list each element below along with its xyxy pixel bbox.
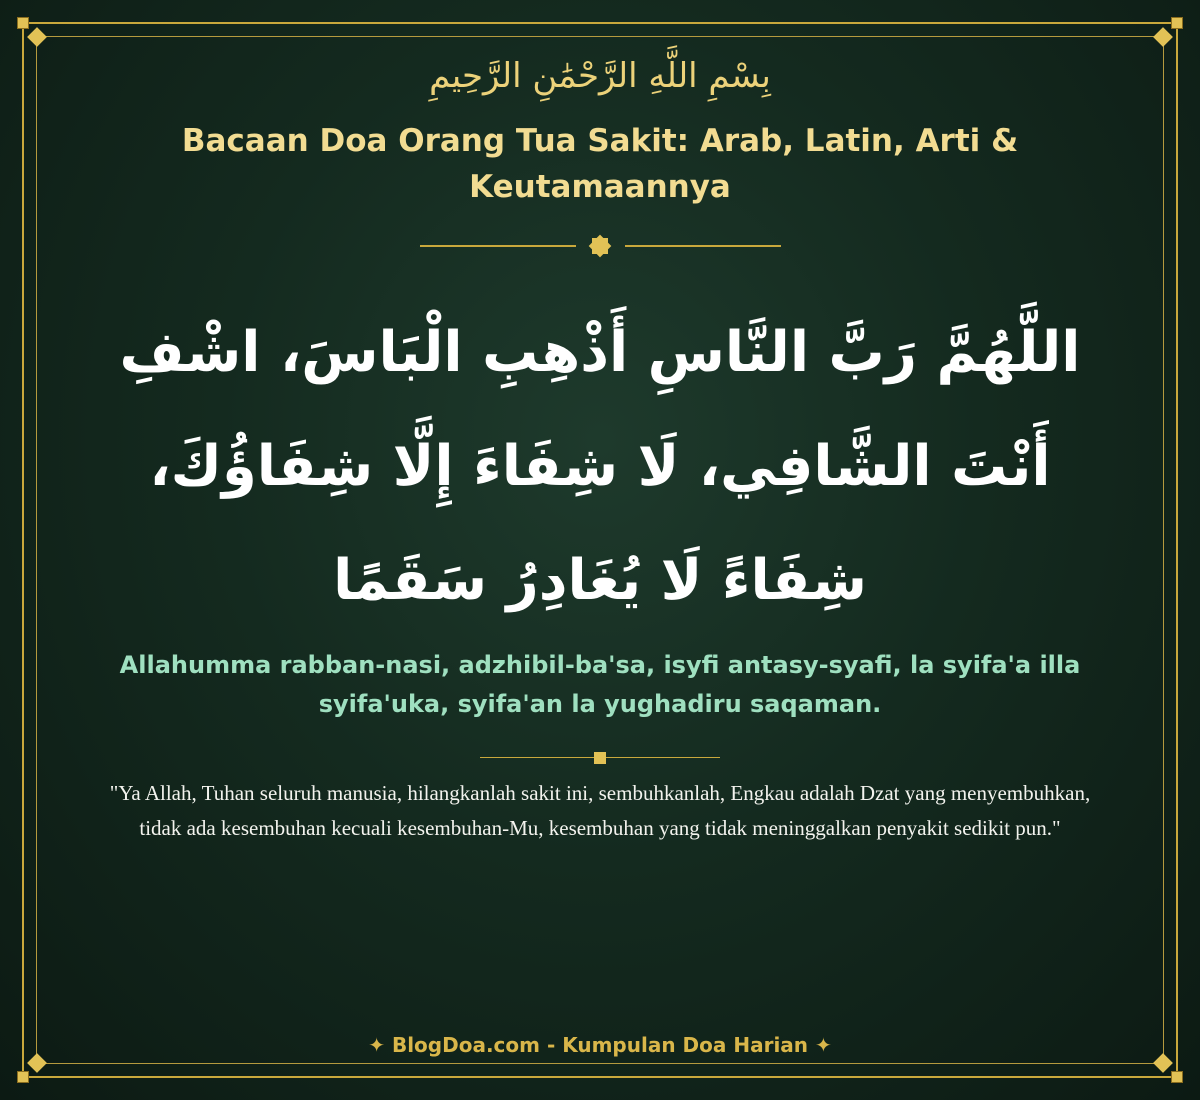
corner-ornament-top-right: [1171, 17, 1183, 29]
bismillah-heading: بِسْمِ اللَّهِ الرَّحْمَٰنِ الرَّحِيمِ: [429, 56, 771, 96]
divider-line-left: [420, 245, 576, 247]
translation-text: "Ya Allah, Tuhan seluruh manusia, hilangkanlah sakit ini, sembuhkanlah, Engkau adalah Dzat yang menyembuhkan, tidak ada kesembuhan kecuali kesembuhan-Mu, kesembuhan yang tidak meninggalkan penyakit sedikit pun.": [109, 781, 1091, 840]
corner-ornament-top-left: [17, 17, 29, 29]
card-content: [40, 40, 1160, 1060]
footer-credit: ✦ BlogDoa.com - Kumpulan Doa Harian ✦: [368, 1033, 832, 1057]
arabic-prayer-text: اللَّهُمَّ رَبَّ النَّاسِ أَذْهِبِ الْبَاسَ، اشْفِ أَنْتَ الشَّافِي، لَا شِفَاءَ إِلَّا شِفَاؤُكَ، شِفَاءً لَا يُغَادِرُ سَقَمًا: [119, 320, 1081, 613]
corner-ornament-bottom-right: [1171, 1071, 1183, 1083]
latin-transliteration: Allahumma rabban-nasi, adzhibil-ba'sa, isyfi antasy-syafi, la syifa'a illa syifa'uka, syifa'an la yughadiru saqaman.: [119, 651, 1081, 718]
divider-line-right: [625, 245, 781, 247]
diamond-ornament-icon: [594, 752, 606, 764]
page-title: Bacaan Doa Orang Tua Sakit: Arab, Latin, Arti & Keutamaannya: [181, 123, 1019, 205]
corner-ornament-bottom-left: [17, 1071, 29, 1083]
star-ornament-icon: [592, 238, 608, 254]
